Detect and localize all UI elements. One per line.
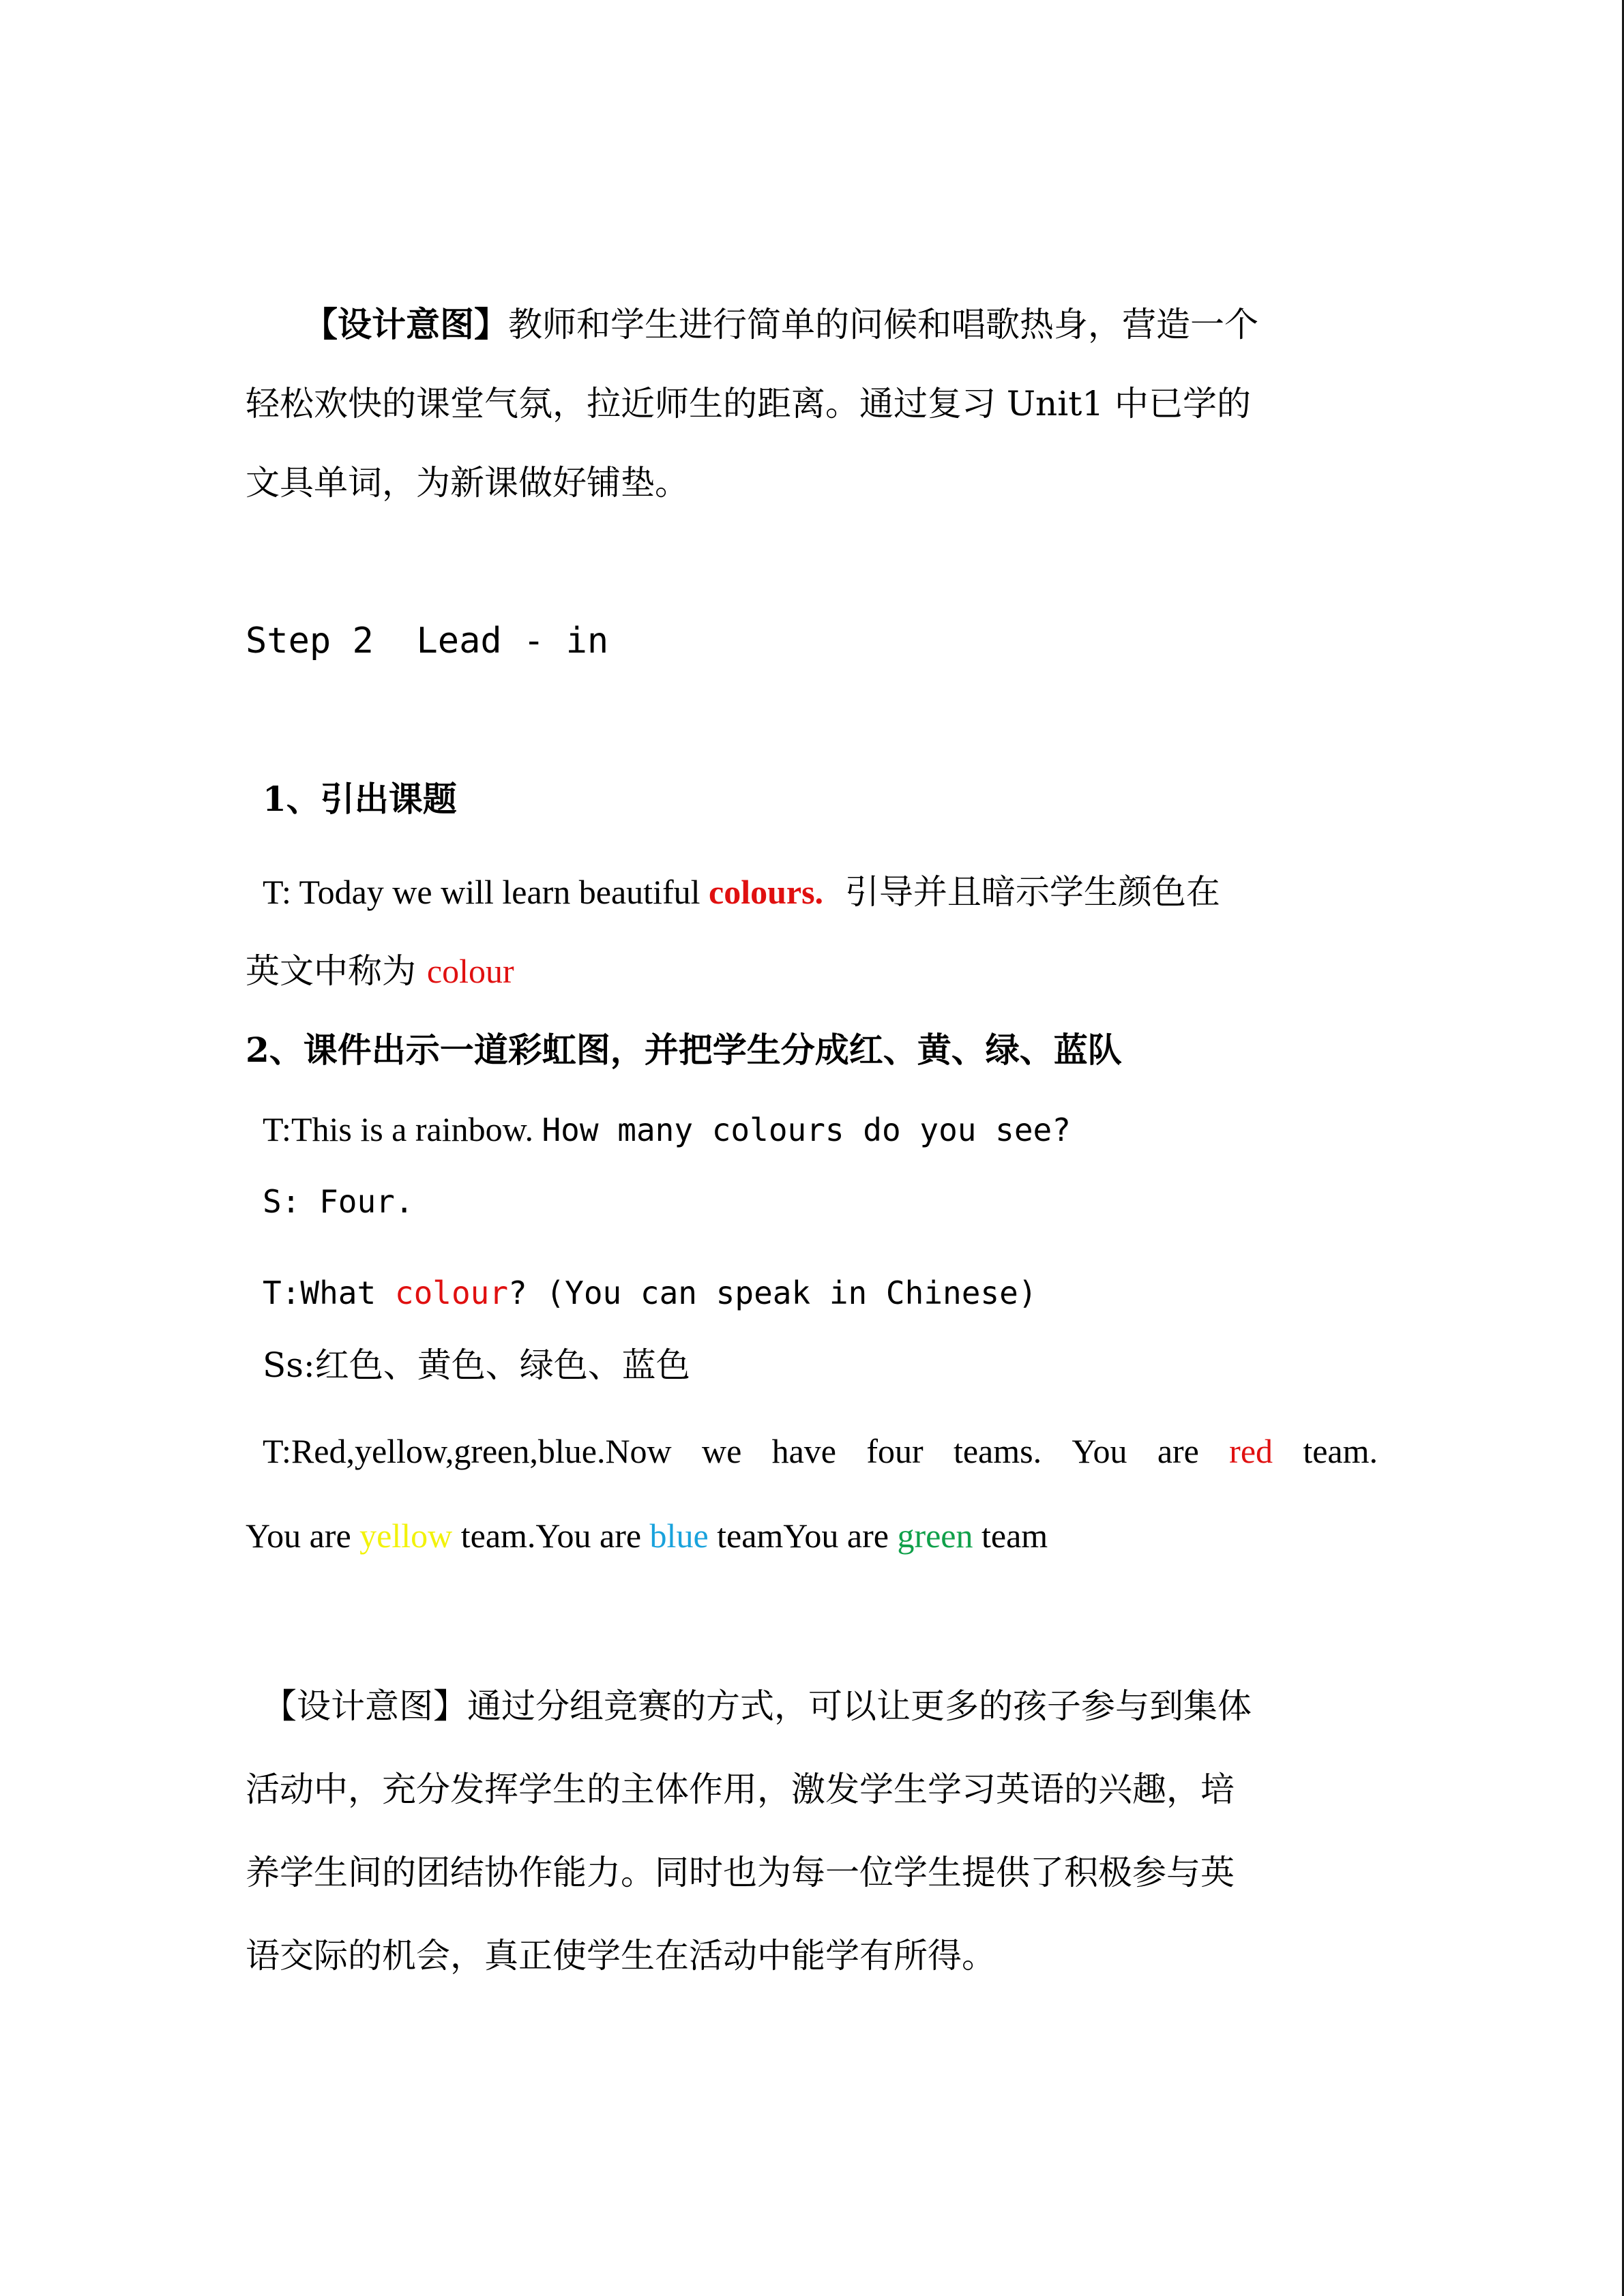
intent2-label: 【设计意图】 xyxy=(263,1686,467,1726)
section1-line2: 英文中称为 colour xyxy=(246,951,514,991)
section2-teams-line1: T:Red,yellow,green,blue.Now we have four teams. You are red team. xyxy=(263,1429,1378,1473)
section1-teacher-line: T: Today we will learn beautiful colours. 引导并且暗示学生颜色在 xyxy=(263,872,1220,912)
keyword-colours: colours. xyxy=(709,873,824,911)
keyword-colour: colour xyxy=(426,952,514,990)
section2-answer2: Ss:红色、黄色、绿色、蓝色 xyxy=(263,1345,690,1385)
intent2-line1: 【设计意图】通过分组竞赛的方式，可以让更多的孩子参与到集体 xyxy=(263,1686,1252,1726)
intent1-label: 【设计意图】 xyxy=(304,304,508,344)
section2-answer1: S: Four. xyxy=(263,1183,414,1220)
team-yellow: yellow xyxy=(359,1517,453,1555)
team-blue: blue xyxy=(649,1517,709,1555)
intent2-line4: 语交际的机会，真正使学生在活动中能学有所得。 xyxy=(246,1936,996,1976)
team-red: red xyxy=(1229,1432,1273,1470)
section2-question2: T:What colour? (You can speak in Chinese) xyxy=(263,1274,1037,1311)
section2-title: 2、课件出示一道彩虹图，并把学生分成红、黄、绿、蓝队 xyxy=(246,1030,1122,1070)
step2-heading: Step 2 Lead - in xyxy=(246,621,609,661)
intent2-line2: 活动中，充分发挥学生的主体作用，激发学生学习英语的兴趣，培 xyxy=(246,1770,1235,1809)
team-green: green xyxy=(897,1517,973,1555)
section2-question1: T:This is a rainbow. How many colours do you see? xyxy=(263,1110,1071,1148)
intent1-line2: 轻松欢快的课堂气氛，拉近师生的距离。通过复习 Unit1 中已学的 xyxy=(246,384,1252,423)
section2-teams-line2: You are yellow team.You are blue teamYou are green team xyxy=(246,1517,1048,1555)
intent1-line1: 【设计意图】教师和学生进行简单的问候和唱歌热身，营造一个 xyxy=(304,304,1258,344)
section1-title: 1、引出课题 xyxy=(263,779,457,819)
keyword-colour-2: colour xyxy=(394,1274,509,1311)
intent2-line3: 养学生间的团结协作能力。同时也为每一位学生提供了积极参与英 xyxy=(246,1853,1235,1892)
intent1-line3: 文具单词，为新课做好铺垫。 xyxy=(246,463,689,503)
